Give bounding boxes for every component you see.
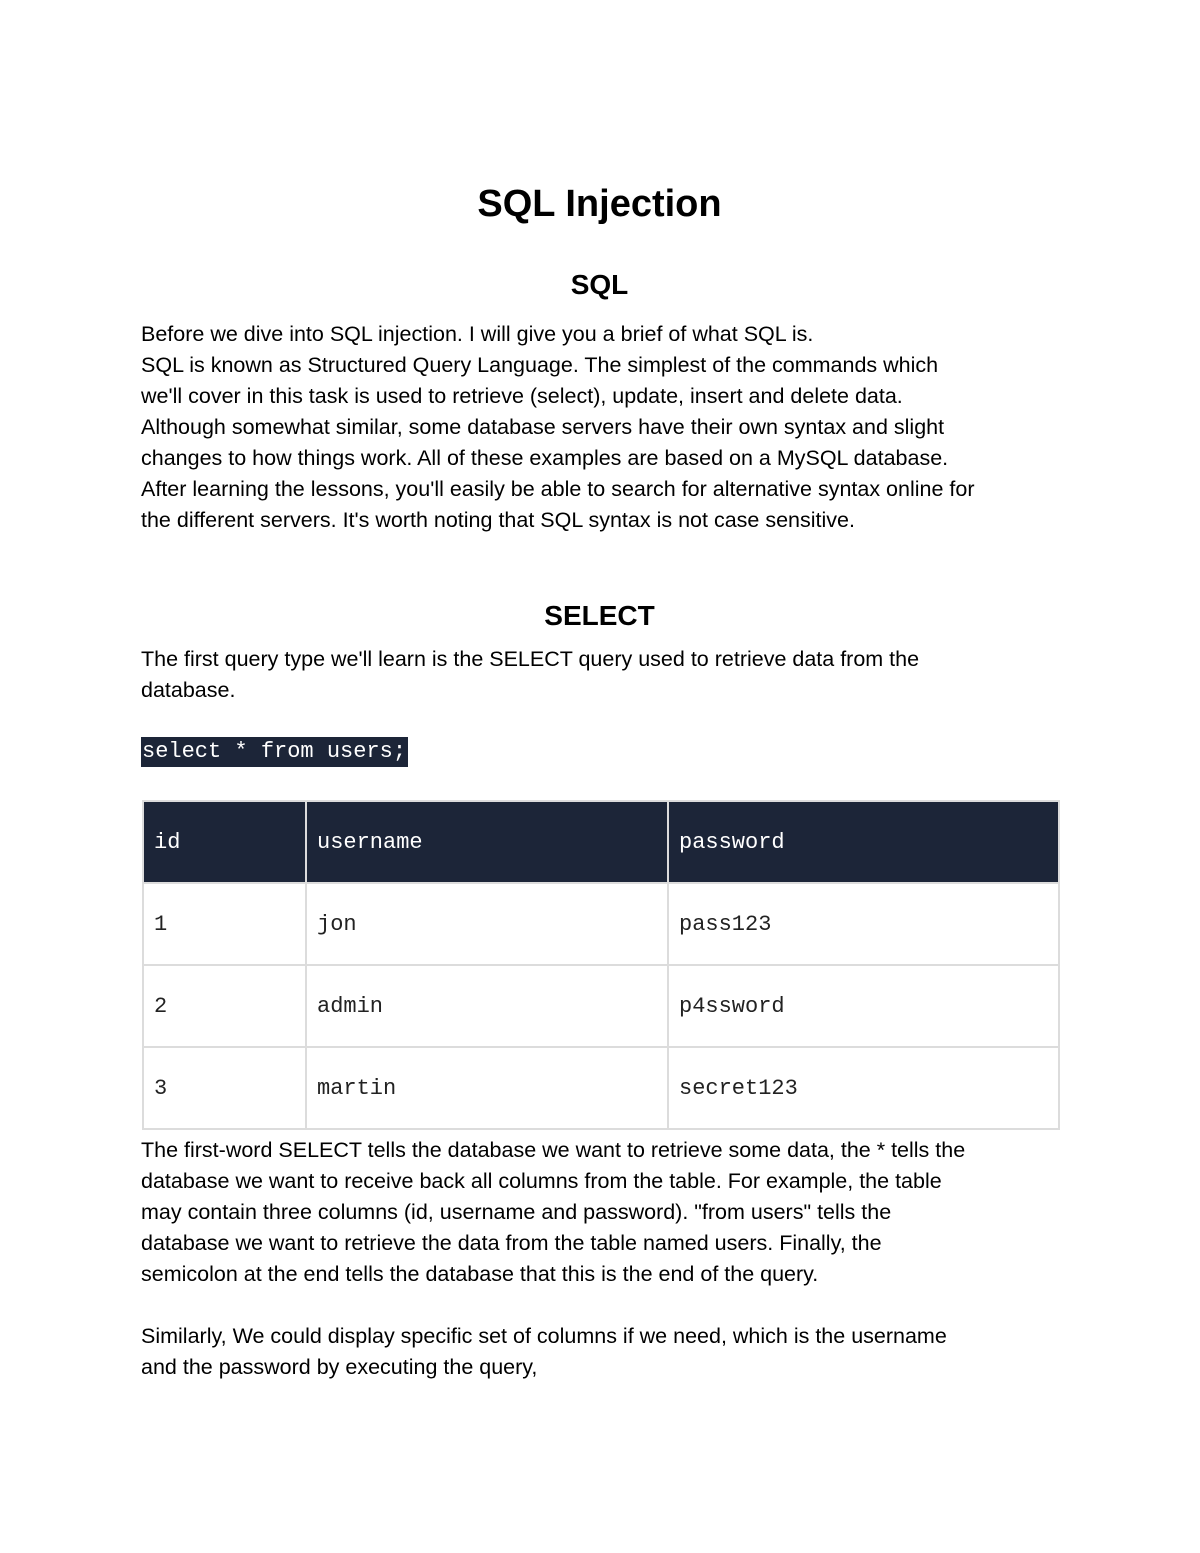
section-heading-sql: SQL	[570, 269, 629, 300]
paragraph-line: Similarly, We could display specific set of columns if we need, which is the username	[141, 1324, 947, 1348]
paragraph-line: Before we dive into SQL injection. I will give you a brief of what SQL is.	[141, 322, 814, 346]
table-cell-password: p4ssword	[668, 965, 1059, 1047]
table-cell-username: admin	[306, 965, 668, 1047]
table-row	[143, 965, 1059, 1047]
column-header-password: password	[668, 801, 1059, 883]
paragraph-line: semicolon at the end tells the database that this is the end of the query.	[141, 1262, 819, 1286]
paragraph-line: may contain three columns (id, username and password). "from users" tells the	[141, 1200, 892, 1224]
paragraph-line: and the password by executing the query,	[141, 1355, 538, 1379]
table-row	[143, 883, 1059, 965]
table-cell-password: secret123	[668, 1047, 1059, 1129]
document-title: SQL Injection	[477, 183, 722, 225]
sql-code-snippet: select * from users;	[141, 737, 408, 767]
paragraph-line: After learning the lessons, you'll easily be able to search for alternative syntax online for	[141, 477, 975, 501]
paragraph-line: database we want to retrieve the data from the table named users. Finally, the	[141, 1231, 882, 1255]
similarly-paragraph	[141, 1321, 1058, 1383]
table-cell-username: martin	[306, 1047, 668, 1129]
sql-intro-paragraph	[141, 350, 1058, 536]
users-table	[142, 800, 1060, 1130]
paragraph-line: Although somewhat similar, some database servers have their own syntax and slight	[141, 415, 945, 439]
table-cell-id: 1	[143, 883, 306, 965]
table-cell-password: pass123	[668, 883, 1059, 965]
table-header-row	[143, 801, 1059, 883]
select-explanation-paragraph	[141, 1135, 1058, 1290]
paragraph-line: the different servers. It's worth noting that SQL syntax is not case sensitive.	[141, 508, 855, 532]
paragraph-line: changes to how things work. All of these examples are based on a MySQL database.	[141, 446, 949, 470]
column-header-id: id	[143, 801, 306, 883]
paragraph-line: The first query type we'll learn is the SELECT query used to retrieve data from the	[141, 647, 920, 671]
paragraph-line: database.	[141, 678, 236, 702]
column-header-username: username	[306, 801, 668, 883]
paragraph-line: database we want to receive back all columns from the table. For example, the table	[141, 1169, 942, 1193]
paragraph-line: The first-word SELECT tells the database we want to retrieve some data, the * tells the	[141, 1138, 966, 1162]
paragraph-line: we'll cover in this task is used to retrieve (select), update, insert and delete data.	[141, 384, 903, 408]
table-cell-id: 3	[143, 1047, 306, 1129]
table-cell-username: jon	[306, 883, 668, 965]
paragraph-line: SQL is known as Structured Query Language. The simplest of the commands which	[141, 353, 939, 377]
select-intro-paragraph	[141, 644, 1058, 706]
section-heading-select: SELECT	[544, 600, 655, 631]
table-row	[143, 1047, 1059, 1129]
table-cell-id: 2	[143, 965, 306, 1047]
sql-intro-sentence	[141, 319, 1058, 350]
